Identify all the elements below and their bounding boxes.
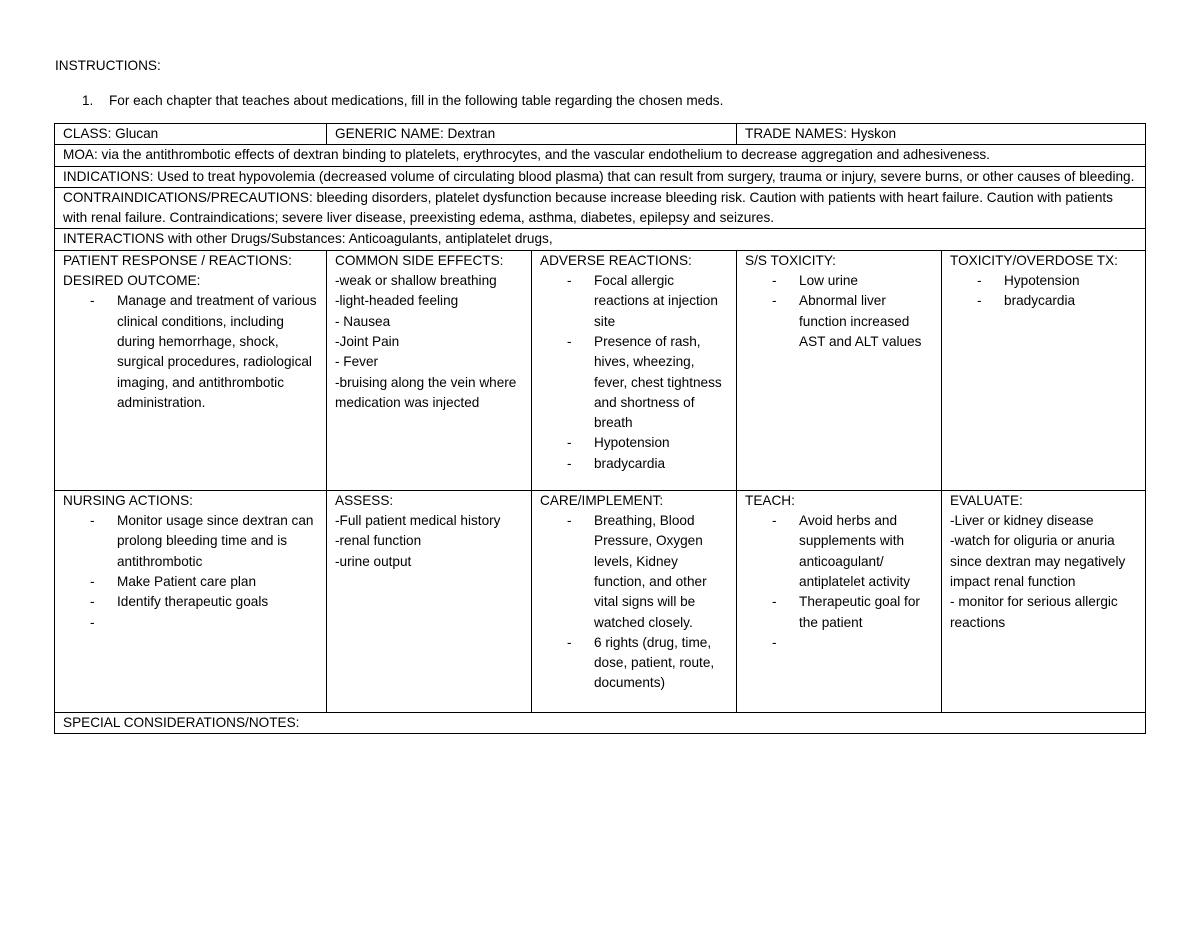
list-item: - Make Patient care plan [117,572,320,592]
instruction-item [82,91,723,111]
toxicity-cell [737,250,942,490]
list-item: - Breathing, Blood Pressure, Oxygen levels, Kidney function, and other vital signs will be watched closely. [594,511,730,633]
list-item: - Avoid herbs and supplements with anticoagulant/ antiplatelet activity [799,511,935,592]
instruction-number: 1. [82,93,94,108]
list-item: - Manage and treatment of various clinical conditions, including during hemorrhage, shock, surgical procedures, radiological imaging, and antithrombotic administration. [117,291,320,413]
nursing-actions-cell [55,490,327,712]
care-implement-cell [532,490,737,712]
adverse-reactions-header: ADVERSE REACTIONS: [540,252,692,268]
list-item: - Focal allergic reactions at injection site [594,271,730,332]
list-item: - Monitor usage since dextran can prolong bleeding time and is antithrombotic [117,511,320,572]
list-item: - Low urine [799,271,935,291]
list-item: - Presence of rash, hives, wheezing, fever, chest tightness and shortness of breath [594,332,730,433]
list-item: - 6 rights (drug, time, dose, patient, route, documents) [594,633,730,694]
side-effects-cell [327,250,532,490]
medication-table [54,123,1146,734]
list-item: - bradycardia [1004,291,1139,311]
nursing-actions-header: NURSING ACTIONS: [63,492,193,508]
class-cell: CLASS: Glucan [55,124,327,145]
adverse-reactions-cell [532,250,737,490]
teach-cell [737,490,942,712]
generic-name-cell: GENERIC NAME: Dextran [327,124,737,145]
toxicity-header: S/S TOXICITY: [745,252,836,268]
patient-response-header: PATIENT RESPONSE / REACTIONS: [63,252,292,268]
list-item: -Full patient medical history [335,513,501,529]
list-item: - Therapeutic goal for the patient [799,592,935,633]
list-item: - Abnormal liver function increased AST and ALT values [799,291,935,352]
list-item: - Hypotension [594,433,730,453]
list-item [799,633,935,653]
desired-outcome-header: DESIRED OUTCOME: [63,273,201,289]
list-item: -light-headed feeling [335,293,459,309]
indications-cell: INDICATIONS: Used to treat hypovolemia (decreased volume of circulating blood plasma) that can result from surgery, trauma or injury, severe burns, or other causes of bleeding. [55,166,1146,187]
list-item: -Joint Pain [335,333,400,349]
list-item: - bradycardia [594,454,730,474]
list-item: - Fever [335,354,379,370]
evaluate-header: EVALUATE: [950,492,1023,508]
list-item: -urine output [335,553,412,569]
contraindications-cell: CONTRAINDICATIONS/PRECAUTIONS: bleeding disorders, platelet dysfunction because increase bleeding risk. Caution with patients with heart failure. Caution with patients with renal failure. Contraindications; severe liver disease, preexisting edema, asthma, diabetes, epilepsy and seizures. [55,187,1146,229]
list-item: -renal function [335,533,422,549]
moa-cell: MOA: via the antithrombotic effects of dextran binding to platelets, erythrocytes, and the vascular endothelium to decrease aggregation and adhesiveness. [55,145,1146,166]
side-effects-header: COMMON SIDE EFFECTS: [335,252,504,268]
list-item: - Hypotension [1004,271,1139,291]
list-item [117,613,320,633]
list-item: -Liver or kidney disease [950,513,1094,529]
list-item: - Nausea [335,313,391,329]
interactions-cell: INTERACTIONS with other Drugs/Substances: Anticoagulants, antiplatelet drugs, [55,229,1146,250]
trade-names-cell: TRADE NAMES: Hyskon [737,124,1146,145]
overdose-treatment-header: TOXICITY/OVERDOSE TX: [950,252,1118,268]
list-item: -bruising along the vein where medication was injected [335,374,517,410]
list-item: -weak or shallow breathing [335,273,497,289]
instruction-text: For each chapter that teaches about medications, fill in the following table regarding the chosen meds. [109,93,724,108]
assess-header: ASSESS: [335,492,394,508]
assess-cell [327,490,532,712]
special-notes-cell: SPECIAL CONSIDERATIONS/NOTES: [55,712,1146,733]
list-item: -watch for oliguria or anuria since dextran may negatively impact renal function [950,533,1126,589]
evaluate-cell [942,490,1146,712]
list-item: - monitor for serious allergic reactions [950,594,1118,630]
instructions-heading: INSTRUCTIONS: [55,58,161,73]
list-item: - Identify therapeutic goals [117,592,320,612]
patient-response-cell [55,250,327,490]
teach-header: TEACH: [745,492,795,508]
overdose-treatment-cell [942,250,1146,490]
care-implement-header: CARE/IMPLEMENT: [540,492,664,508]
